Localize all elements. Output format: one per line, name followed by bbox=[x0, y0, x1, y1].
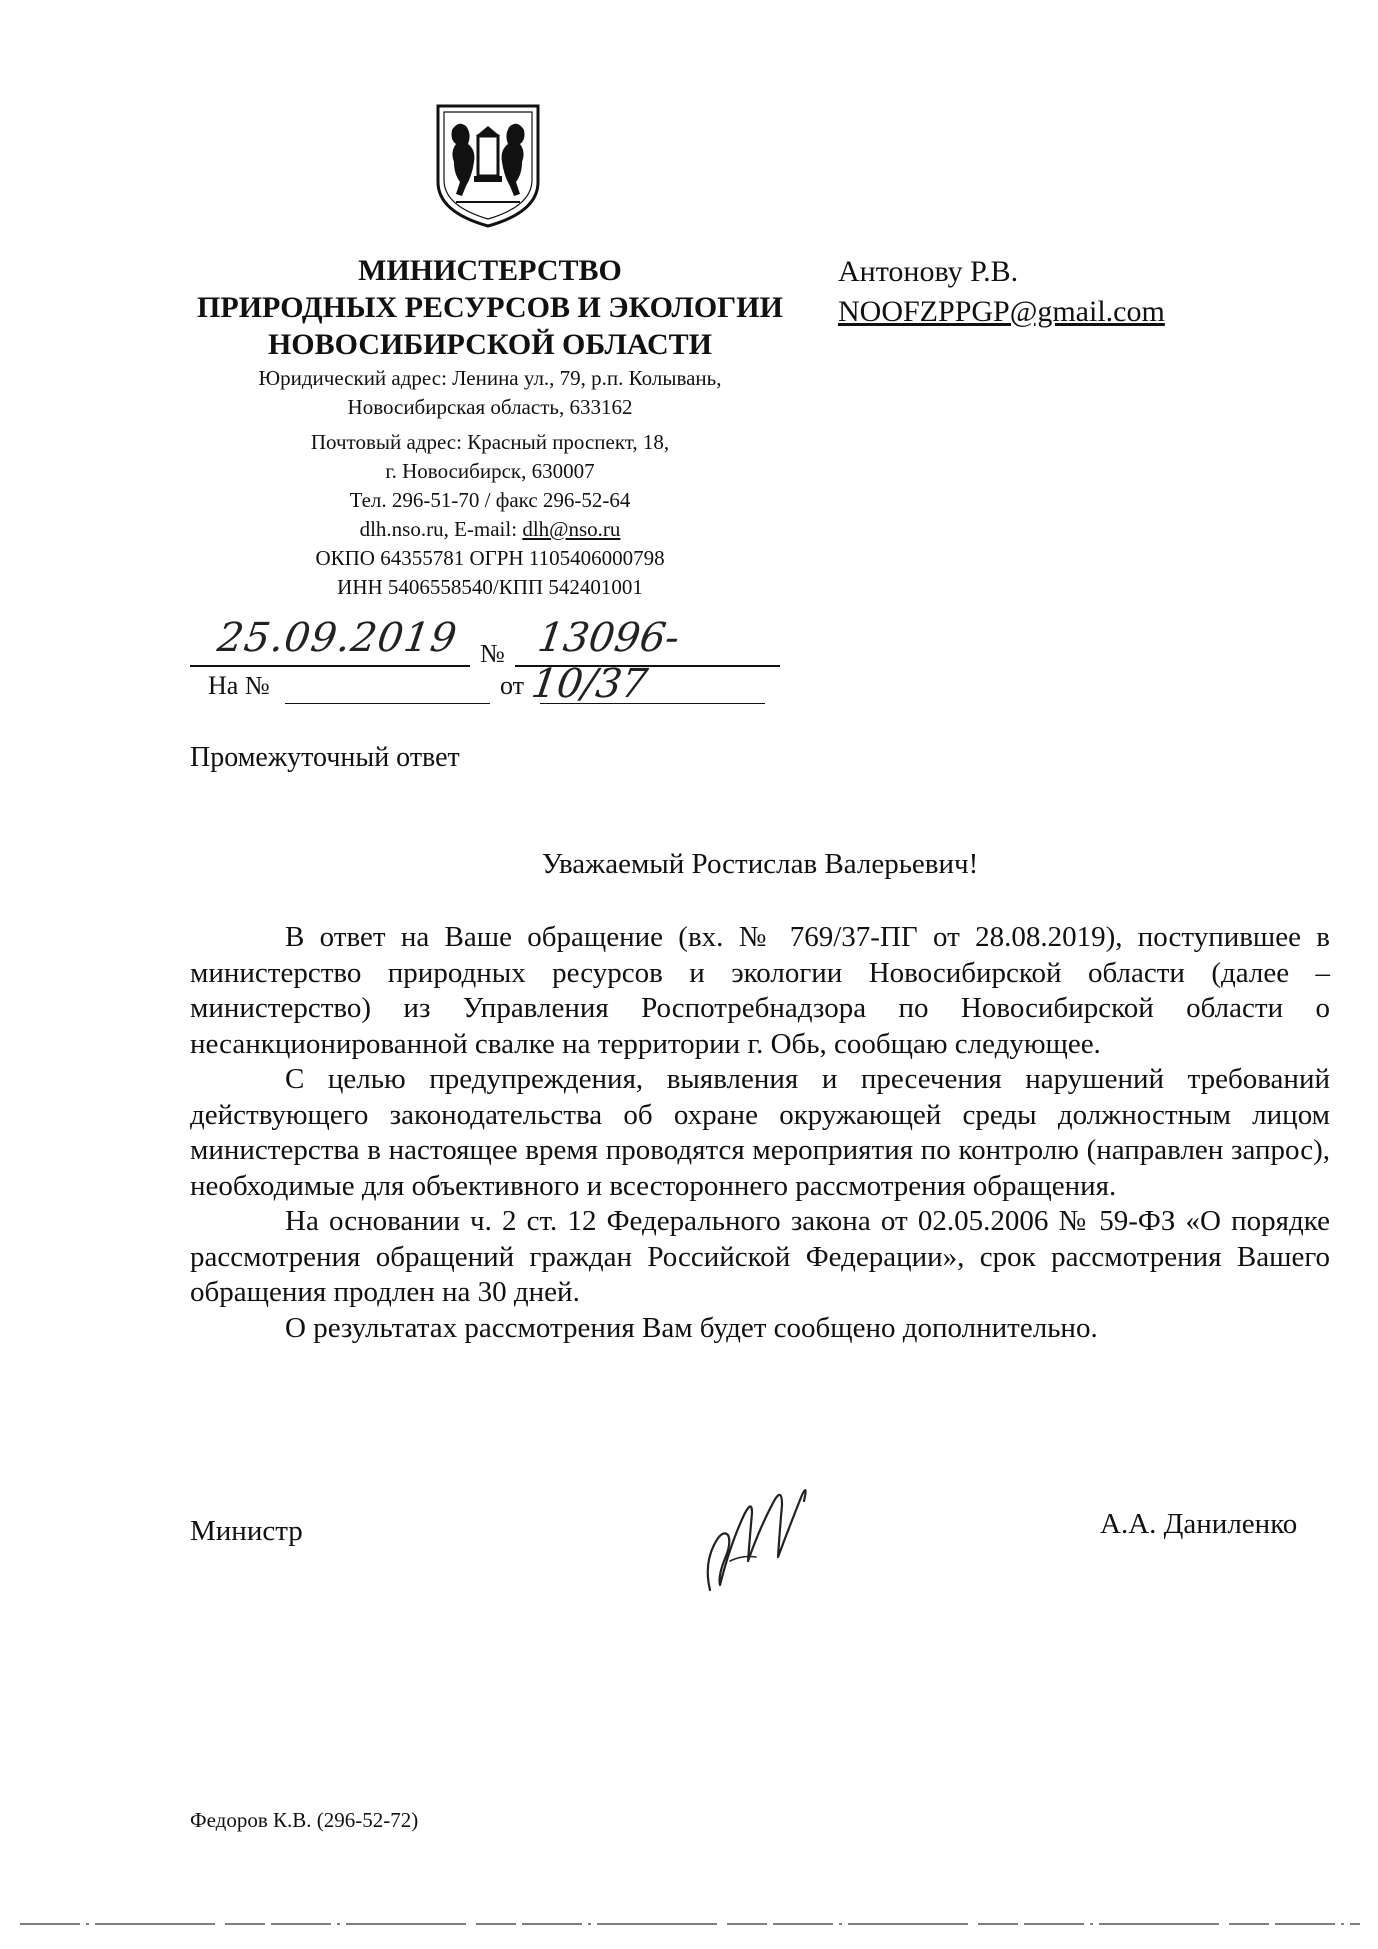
handwritten-signature bbox=[690, 1465, 830, 1605]
paragraph-4: О результатах рассмотрения Вам будет сообщено дополнительно. bbox=[285, 1311, 1098, 1344]
legal-address bbox=[190, 364, 790, 422]
legal-address-line-2: Новосибирская область, 633162 bbox=[347, 395, 633, 419]
org-title-line-2: ПРИРОДНЫХ РЕСУРСОВ И ЭКОЛОГИИ bbox=[197, 291, 783, 324]
recipient-block bbox=[838, 252, 1165, 332]
legal-address-line-1: Юридический адрес: Ленина ул., 79, р.п. Колывань, bbox=[258, 366, 722, 390]
postal-address-line-2: г. Новосибирск, 630007 bbox=[385, 459, 595, 483]
paragraph-1: В ответ на Ваше обращение (вх. № 769/37-ПГ от 28.08.2019), поступившее в министерство природных ресурсов и экологии Новосибирской области (далее – министерство) из Управления Роспотребнадзора по Новосибирской области о несанкционированной свалке на территории г. Обь, сообщаю следующее. bbox=[190, 921, 1330, 1060]
recipient-name: Антонову Р.В. bbox=[838, 255, 1019, 288]
handwritten-number: 13096-10/37 bbox=[528, 615, 683, 707]
org-email-link[interactable]: dlh@nso.ru bbox=[522, 517, 621, 541]
paragraph-2: С целью предупреждения, выявления и пресечения нарушений требований действующего законодательства об охране окружающей среды должностным лицом министерства в настоящее время проводятся мероприятия по контролю (направлен запрос), необходимые для объективного и всестороннего рассмотрения обращения. bbox=[190, 1063, 1330, 1202]
in-reply-blank bbox=[285, 703, 490, 704]
inn-kpp: ИНН 5406558540/КПП 542401001 bbox=[337, 575, 643, 599]
from-blank bbox=[540, 703, 765, 704]
web-prefix: dlh.nso.ru, E-mail: bbox=[359, 517, 523, 541]
in-reply-label: На № bbox=[208, 671, 270, 700]
registration-block bbox=[190, 615, 780, 707]
date-underline bbox=[190, 665, 470, 667]
org-title bbox=[190, 252, 790, 363]
subject-line: Промежуточный ответ bbox=[190, 742, 460, 773]
org-title-line-1: МИНИСТЕРСТВО bbox=[358, 254, 622, 287]
from-label: от bbox=[500, 671, 525, 700]
phone-fax: Тел. 296-51-70 / факс 296-52-64 bbox=[349, 488, 631, 512]
handwritten-date: 25.09.2019 bbox=[214, 615, 461, 661]
executor-contact: Федоров К.В. (296-52-72) bbox=[190, 1808, 419, 1832]
signatory-role: Министр bbox=[190, 1515, 303, 1547]
paragraph-3: На основании ч. 2 ст. 12 Федерального закона от 02.05.2006 № 59-ФЗ «О порядке рассмотрения обращений граждан Российской Федерации», срок рассмотрения Вашего обращения продлен на 30 дней. bbox=[190, 1205, 1330, 1308]
scan-edge-line bbox=[20, 1922, 1360, 1926]
number-label: № bbox=[480, 639, 505, 668]
number-underline bbox=[515, 665, 780, 667]
okpo-ogrn: ОКПО 64355781 ОГРН 1105406000798 bbox=[315, 546, 665, 570]
letter-body bbox=[190, 920, 1330, 1346]
postal-address-line-1: Почтовый адрес: Красный проспект, 18, bbox=[310, 430, 670, 454]
signatory-name: А.А. Даниленко bbox=[1100, 1508, 1298, 1540]
salutation: Уважаемый Ростислав Валерьевич! bbox=[541, 848, 979, 880]
postal-address bbox=[190, 428, 790, 602]
web-email-line bbox=[190, 515, 790, 544]
org-title-line-3: НОВОСИБИРСКОЙ ОБЛАСТИ bbox=[267, 328, 713, 361]
coat-of-arms-emblem bbox=[432, 100, 544, 230]
recipient-email-link[interactable]: NOOFZPPGP@gmail.com bbox=[838, 295, 1165, 328]
